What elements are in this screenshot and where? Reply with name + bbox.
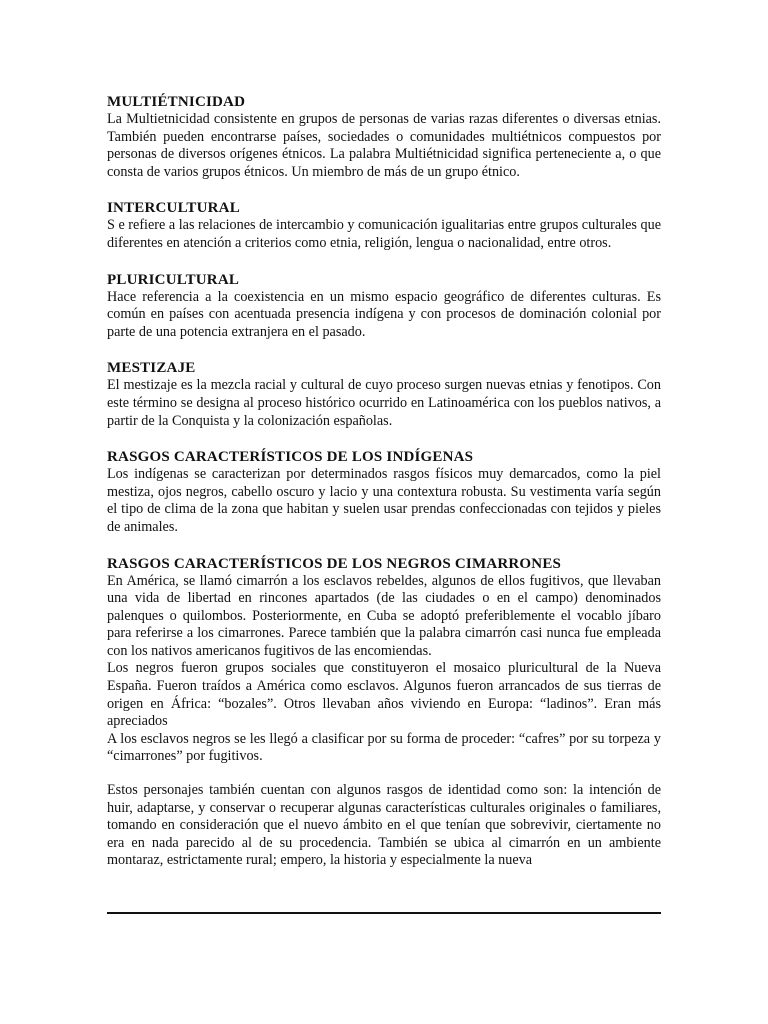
section-heading: INTERCULTURAL [107, 200, 240, 217]
section-heading: MULTIÉTNICIDAD [107, 94, 246, 110]
section-heading: MESTIZAJE [107, 360, 196, 377]
section-heading: RASGOS CARACTERÍSTICOS DE LOS NEGROS CIMARRONES [107, 555, 562, 572]
document-page [107, 93, 661, 870]
section-multietnicidad [107, 93, 661, 181]
section-pluricultural [107, 271, 661, 342]
section-paragraph: En América, se llamó cimarrón a los esclavos rebeldes, algunos de ellos fugitivos, que llevaban una vida de libertad en rincones apartados (de las ciudades o en el campo) denominados palenques o quilombos. Posteriormente, en Cuba se adoptó preferiblemente el vocablo jíbaro para referirse a los cimarrones. Parece también que la palabra cimarrón casi nunca fue empleada con los nativos americanos fugitivos de las encomiendas. [107, 572, 661, 659]
section-heading: PLURICULTURAL [107, 271, 240, 288]
section-paragraph: El mestizaje es la mezcla racial y cultural de cuyo proceso surgen nuevas etnias y fenotipos. Con este término se designa al proceso histórico ocurrido en Latinoamérica con los pueblos nativos, a partir de la Conquista y la colonización españolas. [107, 377, 661, 429]
section-rasgos-cimarrones [107, 555, 661, 871]
section-paragraph: La Multietnicidad consistente en grupos de personas de varias razas diferentes o diversas etnias. También pueden encontrarse países, sociedades o comunidades multiétnicos compuestos por personas de diversos orígenes étnicos. La palabra Multiétnicidad significa perteneciente a, o que consta de varios grupos étnicos. Un miembro de más de un grupo étnico. [107, 111, 661, 180]
section-paragraph: S e refiere a las relaciones de intercambio y comunicación igualitarias entre grupos culturales que diferentes en atención a criterios como etnia, religión, lengua o nacionalidad, entre otros. [107, 217, 661, 251]
section-intercultural [107, 199, 661, 252]
section-heading: RASGOS CARACTERÍSTICOS DE LOS INDÍGENAS [107, 449, 474, 466]
section-rasgos-indigenas [107, 448, 661, 536]
bottom-rule [107, 912, 661, 914]
section-paragraph: Los negros fueron grupos sociales que constituyeron el mosaico pluricultural de la Nueva España. Fueron traídos a América como esclavos. Algunos fueron arrancados de sus tierras de origen en África: “bozales”. Otros llevaban años viviendo en Europa: “ladinos”. Eran más apreciados [107, 660, 661, 730]
section-paragraph: Los indígenas se caracterizan por determinados rasgos físicos muy demarcados, como la piel mestiza, ojos negros, cabello oscuro y lacio y una contextura robusta. Su vestimenta varía según el tipo de clima de la zona que habitan y suelen usar prendas confeccionadas con tejidos y pieles de animales. [107, 466, 661, 535]
section-paragraph: A los esclavos negros se les llegó a clasificar por su forma de proceder: “cafres” por su torpeza y “cimarrones” por fugitivos. [107, 730, 661, 765]
section-mestizaje [107, 359, 661, 430]
section-closing-paragraph: Estos personajes también cuentan con algunos rasgos de identidad como son: la intención de huir, adaptarse, y conservar o recuperar algunas características culturales originales o familiares, tomando en consideración que el nuevo ámbito en el que tenían que sobrevivir, ciertamente no era en nada parecido al de su procedencia. También se ubica al cimarrón en un ambiente montaraz, estrictamente rural; empero, la historia y especialmente la nueva [107, 782, 661, 869]
section-paragraph: Hace referencia a la coexistencia en un mismo espacio geográfico de diferentes culturas. Es común en países con acentuada presencia indígena y con procesos de dominación colonial por parte de una potencia extranjera en el pasado. [107, 288, 661, 340]
